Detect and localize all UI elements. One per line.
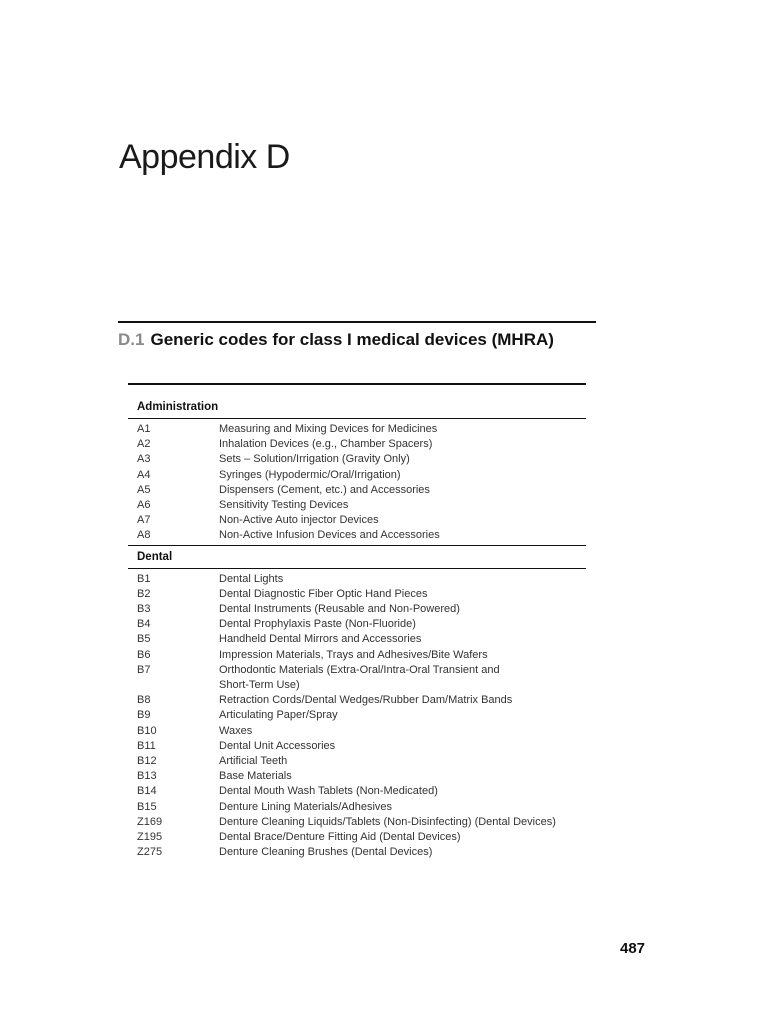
row-code: B7: [137, 663, 151, 676]
section-number: D.1: [118, 330, 145, 349]
section-title: Generic codes for class I medical devices (MHRA): [150, 330, 554, 349]
table-row: [128, 632, 586, 647]
table-row: [128, 513, 586, 528]
appendix-title: Appendix D: [119, 138, 290, 176]
row-description: Sensitivity Testing Devices: [219, 499, 349, 512]
row-code: B15: [137, 800, 157, 813]
section-rule: [118, 321, 596, 323]
table-row: [128, 724, 586, 739]
table-row: [128, 528, 586, 543]
table-row: [128, 587, 586, 602]
row-code: B6: [137, 648, 151, 661]
row-code: A4: [137, 468, 151, 481]
row-description: Denture Cleaning Brushes (Dental Devices): [219, 846, 433, 859]
table-row: [128, 648, 586, 663]
row-code: B13: [137, 770, 157, 783]
group-header-administration: Administration: [128, 385, 586, 419]
table-row: [128, 483, 586, 498]
table-row: [128, 693, 586, 708]
table-row: [128, 572, 586, 587]
group-rows-dental: [128, 569, 586, 862]
table-row: [128, 708, 586, 723]
table-row: [128, 602, 586, 617]
table-row: [128, 800, 586, 815]
row-description: Denture Cleaning Liquids/Tablets (Non-Disinfecting) (Dental Devices): [219, 815, 556, 828]
row-description: Non-Active Infusion Devices and Accessories: [219, 529, 440, 542]
table-row: [128, 468, 586, 483]
table-row: [128, 437, 586, 452]
codes-table: [128, 383, 586, 861]
page-number: 487: [620, 940, 646, 957]
row-description: Orthodontic Materials (Extra-Oral/Intra-Oral Transient and: [219, 663, 500, 676]
row-description: Inhalation Devices (e.g., Chamber Spacers): [219, 438, 433, 451]
row-code: B3: [137, 603, 151, 616]
row-description: Waxes: [219, 724, 253, 737]
row-code: B11: [137, 739, 156, 752]
row-description: Dental Mouth Wash Tablets (Non-Medicated): [219, 785, 438, 798]
table-row: [128, 617, 586, 632]
row-description: Retraction Cords/Dental Wedges/Rubber Dam/Matrix Bands: [219, 694, 513, 707]
row-description: Sets – Solution/Irrigation (Gravity Only): [219, 453, 410, 466]
row-code: A8: [137, 529, 151, 542]
row-description: Denture Lining Materials/Adhesives: [219, 800, 393, 813]
table-row: [128, 845, 586, 860]
table-row: [128, 754, 586, 769]
row-code: A7: [137, 514, 151, 527]
table-row: [128, 784, 586, 799]
row-description: Dental Instruments (Reusable and Non-Powered): [219, 603, 460, 616]
group-header-dental: Dental: [128, 545, 586, 569]
row-description: Dental Prophylaxis Paste (Non-Fluoride): [219, 618, 416, 631]
row-description: Articulating Paper/Spray: [219, 709, 338, 722]
row-description: Dental Brace/Denture Fitting Aid (Dental Devices): [219, 831, 461, 844]
row-code: A2: [137, 438, 151, 451]
table-row: [128, 422, 586, 437]
row-code: B14: [137, 785, 157, 798]
table-row: [128, 663, 586, 678]
table-row: [128, 739, 586, 754]
row-description: Handheld Dental Mirrors and Accessories: [219, 633, 422, 646]
row-description: Measuring and Mixing Devices for Medicines: [219, 423, 438, 435]
row-code: B8: [137, 694, 151, 707]
row-code: B4: [137, 618, 151, 631]
row-description: Dental Lights: [219, 572, 284, 585]
table-row: [128, 452, 586, 467]
row-code: Z275: [137, 846, 163, 859]
table-row: [128, 830, 586, 845]
row-code: A3: [137, 453, 151, 466]
row-description: Non-Active Auto injector Devices: [219, 514, 379, 527]
row-description: Syringes (Hypodermic/Oral/Irrigation): [219, 468, 401, 481]
row-code: B5: [137, 633, 151, 646]
row-code: B1: [137, 572, 151, 585]
row-code: B9: [137, 709, 151, 722]
row-code: A6: [137, 499, 151, 512]
row-description: Artificial Teeth: [219, 755, 288, 768]
row-code: B2: [137, 587, 151, 600]
row-description: Base Materials: [219, 770, 292, 783]
section-heading: [118, 330, 554, 350]
table-row: [128, 678, 586, 693]
row-code: Z169: [137, 815, 163, 828]
table-row: [128, 769, 586, 784]
row-description: Dental Unit Accessories: [219, 739, 336, 752]
row-description: Short-Term Use): [219, 679, 300, 692]
row-description: Dispensers (Cement, etc.) and Accessories: [219, 483, 430, 496]
row-code: B12: [137, 755, 157, 768]
row-description: Impression Materials, Trays and Adhesives/Bite Wafers: [219, 648, 488, 661]
row-code: B10: [137, 724, 157, 737]
row-description: Dental Diagnostic Fiber Optic Hand Pieces: [219, 587, 428, 600]
row-code: A1: [137, 423, 151, 435]
table-row: [128, 498, 586, 513]
row-code: A5: [137, 483, 151, 496]
group-rows-administration: [128, 419, 586, 545]
row-code: [128, 678, 219, 693]
table-row: [128, 815, 586, 830]
row-code: Z195: [137, 831, 163, 844]
